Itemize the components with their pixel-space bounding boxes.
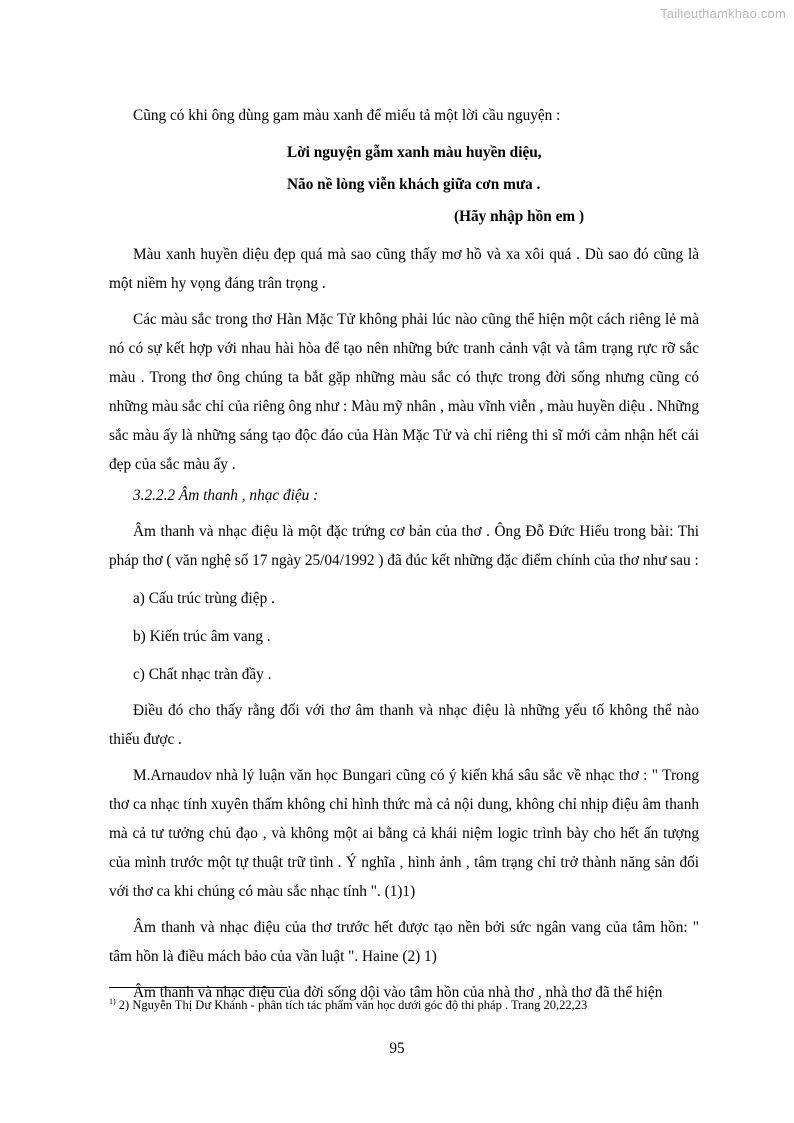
list-item-c: c) Chất nhạc tràn đầy .: [133, 666, 272, 683]
watermark-text: Tailieuthamkhao.com: [660, 6, 786, 21]
page-body: [109, 101, 699, 1007]
footnote-marker: 1): [109, 997, 116, 1006]
footnote-text: 2) Nguyễn Thị Dư Khánh - phân tích tác phẩm văn học dưới góc độ thi pháp . Trang 20,22,23: [115, 998, 588, 1013]
list-item-a: a) Cấu trúc trùng điệp .: [133, 590, 275, 607]
paragraph-6: Âm thanh và nhạc điệu của thơ trước hết được tạo nền bởi sức ngân vang của tâm hồn: " tâm hồn là điều mách bảo của vần luật ". Haine (2) 1): [109, 919, 699, 965]
paragraph-2: Các màu sắc trong thơ Hàn Mặc Tử không phải lúc nào cũng thể hiện một cách riêng lẻ mà nó có sự kết hợp với nhau hài hòa để tạo nên những bức tranh cảnh vật và tâm trạng rực rỡ sắc màu . Trong thơ ông chúng ta bắt gặp những màu sắc có thực trong đời sống nhưng cũng có những màu sắc chỉ của riêng ông như : Màu mỹ nhân , màu vĩnh viễn , màu huyền diệu . Những sắc màu ấy là những sáng tạo độc đáo của Hàn Mặc Tử và chỉ riêng thi sĩ mới cảm nhận hết cái đẹp của sắc màu ấy .: [109, 311, 699, 473]
paragraph-4: Điều đó cho thấy rằng đối với thơ âm thanh và nhạc điệu là những yếu tố không thể nào thiếu được .: [109, 702, 699, 748]
page-number: 95: [389, 1040, 405, 1057]
poem-source: (Hãy nhập hồn em ): [454, 208, 585, 225]
paragraph-7: Âm thanh và nhạc điệu của đời sống dội vào tâm hồn của nhà thơ , nhà thơ đã thể hiện: [133, 984, 663, 1001]
list-item-b: b) Kiến trúc âm vang .: [133, 628, 271, 645]
paragraph-3: Âm thanh và nhạc điệu là một đặc trứng cơ bản của thơ . Ông Đỗ Đức Hiểu trong bài: Thi pháp thơ ( văn nghệ số 17 ngày 25/04/1992 ) đã đúc kết những đặc điểm chính của thơ như sau :: [109, 523, 699, 569]
poem-line-1: Lời nguyện gẫm xanh màu huyền diệu,: [287, 144, 542, 161]
footnote: [109, 994, 587, 1013]
intro-paragraph: Cũng có khi ông dùng gam màu xanh để miếu tả một lời cầu nguyện :: [133, 107, 561, 124]
poem-line-2: Não nề lòng viễn khách giữa cơn mưa .: [287, 176, 541, 193]
paragraph-1: Màu xanh huyền diệu đẹp quá mà sao cũng thấy mơ hồ và xa xôi quá . Dù sao đó cũng là một niềm hy vọng đáng trân trọng .: [109, 246, 699, 292]
section-heading: 3.2.2.2 Âm thanh , nhạc điệu :: [133, 487, 319, 504]
paragraph-5: M.Arnaudov nhà lý luận văn học Bungari cũng có ý kiến khá sâu sắc về nhạc thơ : " Trong thơ ca nhạc tính xuyên thấm không chỉ hình thức mà cả nội dung, không chỉ nhịp điệu âm thanh mà cả tư tưởng chủ đạo , và không một ai bằng cả khái niệm logic trình bày cho hết ấn tượng của mình trước một tự thuật trữ tình . Ý nghĩa , hình ảnh , tâm trạng chỉ trở thành năng sản đối với thơ ca khi chúng có màu sắc nhạc tính ". (1)1): [109, 767, 699, 900]
footnote-divider: [109, 987, 287, 988]
